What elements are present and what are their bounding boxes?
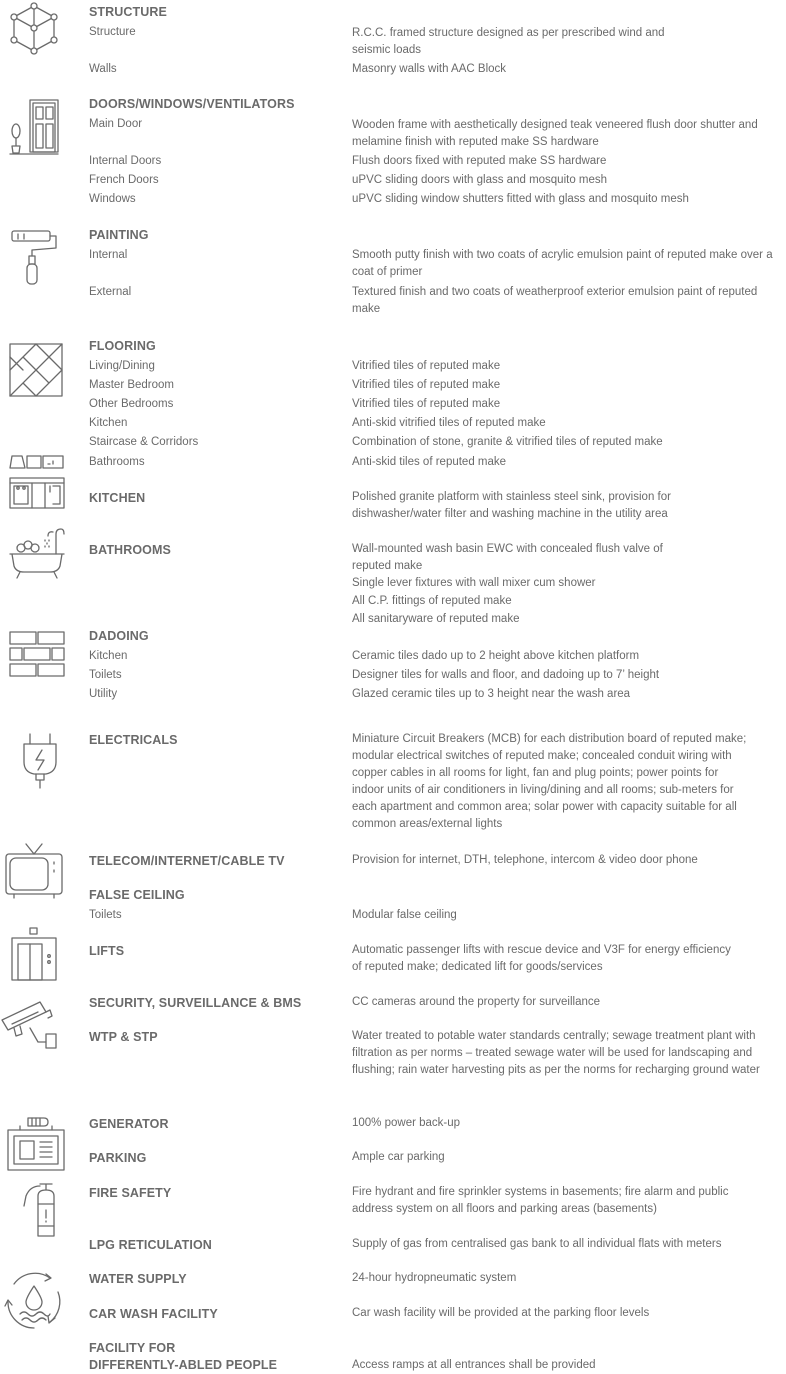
- spec-value: Fire hydrant and fire sprinkler systems in basements; fire alarm and public address system on all floors and parking areas (basements): [352, 1186, 729, 1215]
- section-heading-structure: STRUCTURE: [89, 5, 167, 19]
- spec-label: External: [89, 286, 132, 298]
- spec-value: Ample car parking: [352, 1151, 445, 1163]
- section-heading-wtp: WTP & STP: [89, 1030, 158, 1044]
- bathtub-icon: [8, 526, 66, 582]
- brick-wall-icon: [8, 630, 66, 680]
- lift-icon: [10, 926, 58, 982]
- section-heading-car-wash: CAR WASH FACILITY: [89, 1307, 218, 1321]
- spec-label: Internal Doors: [89, 155, 162, 167]
- spec-value: Modular false ceiling: [352, 909, 457, 921]
- spec-value: Automatic passenger lifts with rescue device and V3F for energy efficiency of reputed make; dedicated lift for goods/services: [352, 944, 731, 973]
- section-heading-kitchen: KITCHEN: [89, 491, 146, 505]
- tv-icon: [4, 842, 64, 900]
- spec-value: uPVC sliding window shutters fitted with glass and mosquito mesh: [352, 193, 689, 205]
- spec-value: Smooth putty finish with two coats of acrylic emulsion paint of reputed make over a coat of primer: [352, 249, 773, 278]
- spec-value: 24-hour hydropneumatic system: [352, 1272, 517, 1284]
- spec-label: Bathrooms: [89, 456, 145, 468]
- spec-value: Access ramps at all entrances shall be provided: [352, 1359, 596, 1371]
- door-icon: [8, 98, 60, 156]
- spec-value: Flush doors fixed with reputed make SS hardware: [352, 155, 607, 167]
- section-heading-lifts: LIFTS: [89, 944, 125, 958]
- spec-label: Utility: [89, 688, 118, 700]
- spec-value: uPVC sliding doors with glass and mosquito mesh: [352, 174, 608, 186]
- spec-value: Wooden frame with aesthetically designed teak veneered flush door shutter and melamine finish with reputed make SS hardware: [352, 119, 758, 148]
- spec-value: Combination of stone, granite & vitrified tiles of reputed make: [352, 436, 663, 448]
- spec-value: All sanitaryware of reputed make: [352, 613, 520, 625]
- spec-label: Internal: [89, 249, 128, 261]
- spec-label: Staircase & Corridors: [89, 436, 199, 448]
- tile-floor-icon: [8, 342, 64, 398]
- water-cycle-icon: [4, 1270, 64, 1332]
- section-heading-differently-abled-line1: FACILITY FOR: [89, 1341, 176, 1355]
- section-heading-doors: DOORS/WINDOWS/VENTILATORS: [89, 97, 295, 111]
- spec-value: Vitrified tiles of reputed make: [352, 379, 501, 391]
- section-heading-differently-abled-line2: DIFFERENTLY-ABLED PEOPLE: [89, 1358, 278, 1372]
- spec-value: Single lever fixtures with wall mixer cum shower: [352, 577, 596, 589]
- paint-roller-icon: [8, 228, 60, 286]
- section-heading-telecom: TELECOM/INTERNET/CABLE TV: [89, 854, 285, 868]
- plug-icon: [22, 732, 66, 792]
- generator-icon: [6, 1116, 66, 1172]
- cctv-camera-icon: [0, 998, 64, 1050]
- section-heading-painting: PAINTING: [89, 228, 149, 242]
- spec-value: Anti-skid tiles of reputed make: [352, 456, 507, 468]
- spec-value: Supply of gas from centralised gas bank to all individual flats with meters: [352, 1238, 722, 1250]
- section-heading-security: SECURITY, SURVEILLANCE & BMS: [89, 996, 302, 1010]
- spec-label: Toilets: [89, 669, 122, 681]
- spec-value: R.C.C. framed structure designed as per prescribed wind and seismic loads: [352, 27, 665, 56]
- spec-value: Ceramic tiles dado up to 2 height above kitchen platform: [352, 650, 640, 662]
- spec-value: Textured finish and two coats of weatherproof exterior emulsion paint of reputed make: [352, 286, 758, 315]
- spec-value: Polished granite platform with stainless steel sink, provision for dishwasher/water filter and washing machine in the utility area: [352, 491, 671, 520]
- spec-label: Structure: [89, 26, 136, 38]
- spec-value: CC cameras around the property for surveillance: [352, 996, 601, 1008]
- spec-value: Provision for internet, DTH, telephone, intercom & video door phone: [352, 854, 698, 866]
- section-heading-parking: PARKING: [89, 1151, 147, 1165]
- spec-label: Walls: [89, 63, 117, 75]
- spec-value: Anti-skid vitrified tiles of reputed make: [352, 417, 546, 429]
- section-heading-fire-safety: FIRE SAFETY: [89, 1186, 172, 1200]
- section-heading-false-ceiling: FALSE CEILING: [89, 888, 185, 902]
- spec-value: Miniature Circuit Breakers (MCB) for each distribution board of reputed make; modular electrical switches of reputed make; concealed conduit wiring with copper cables in all rooms for light, fan and plug points; power points for indoor units of air conditioners in living/dining and all rooms; sub-meters for each apartment and common area; solar power with capacity suitable for all common areas/external lights: [352, 733, 747, 830]
- section-heading-generator: GENERATOR: [89, 1117, 169, 1131]
- section-heading-lpg: LPG RETICULATION: [89, 1238, 212, 1252]
- spec-value: Wall-mounted wash basin EWC with concealed flush valve of reputed make: [352, 543, 663, 572]
- spec-value: Vitrified tiles of reputed make: [352, 398, 501, 410]
- spec-label: Kitchen: [89, 650, 128, 662]
- spec-label: French Doors: [89, 174, 159, 186]
- section-heading-flooring: FLOORING: [89, 339, 156, 353]
- spec-value: 100% power back-up: [352, 1117, 461, 1129]
- spec-label: Main Door: [89, 118, 143, 130]
- section-heading-water-supply: WATER SUPPLY: [89, 1272, 187, 1286]
- spec-value: Car wash facility will be provided at the parking floor levels: [352, 1307, 650, 1319]
- section-heading-electricals: ELECTRICALS: [89, 733, 178, 747]
- spec-value: Water treated to potable water standards centrally; sewage treatment plant with filtration as per norms – treated sewage water will be used for landscaping and flushing; rain water harvesting pits as per the norms for recharging ground water: [352, 1030, 760, 1076]
- section-heading-bathrooms: BATHROOMS: [89, 543, 171, 557]
- section-heading-dadoing: DADOING: [89, 629, 149, 643]
- spec-label: Toilets: [89, 909, 122, 921]
- spec-label: Master Bedroom: [89, 379, 175, 391]
- spec-label: Windows: [89, 193, 136, 205]
- fire-extinguisher-icon: [18, 1180, 66, 1240]
- kitchen-counter-icon: [8, 452, 66, 512]
- structure-cube-icon: [8, 2, 60, 54]
- spec-label: Kitchen: [89, 417, 128, 429]
- spec-value: All C.P. fittings of reputed make: [352, 595, 512, 607]
- spec-value: Designer tiles for walls and floor, and dadoing up to 7’ height: [352, 669, 660, 681]
- spec-value: Vitrified tiles of reputed make: [352, 360, 501, 372]
- spec-value: Glazed ceramic tiles up to 3 height near the wash area: [352, 688, 631, 700]
- spec-value: Masonry walls with AAC Block: [352, 63, 507, 75]
- spec-label: Other Bedrooms: [89, 398, 174, 410]
- spec-label: Living/Dining: [89, 360, 155, 372]
